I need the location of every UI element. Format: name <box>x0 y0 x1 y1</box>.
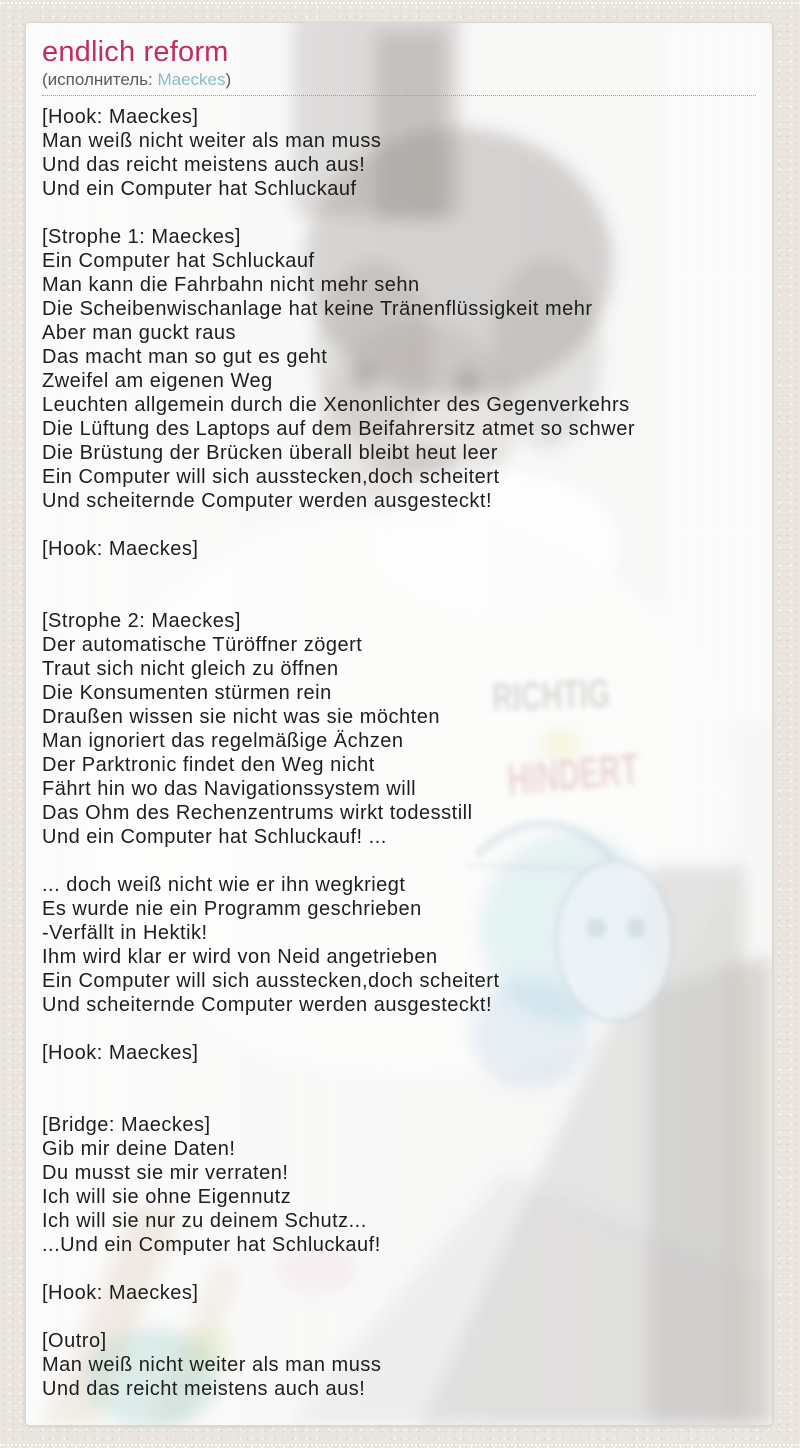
lyric-line: Die Brüstung der Brücken überall bleibt heut leer <box>42 442 498 464</box>
lyric-line: Man weiß nicht weiter als man muss <box>42 130 382 152</box>
lyric-line: Ich will sie ohne Eigennutz <box>42 1186 292 1208</box>
lyric-line: Und scheiternde Computer werden ausgesteckt! <box>42 994 493 1016</box>
lyric-line: Die Lüftung des Laptops auf dem Beifahrersitz atmet so schwer <box>42 418 636 440</box>
lyric-line: Und scheiternde Computer werden ausgesteckt! <box>42 490 493 512</box>
lyric-line: Und ein Computer hat Schluckauf <box>42 178 357 200</box>
lyric-line: Ein Computer hat Schluckauf <box>42 250 315 272</box>
lyric-line: [Outro] <box>42 1330 107 1352</box>
lyric-line <box>42 1257 756 1281</box>
top-dotted-border <box>0 2 800 4</box>
lyrics-card <box>25 22 773 1426</box>
lyric-line <box>42 201 756 225</box>
lyric-line: Die Konsumenten stürmen rein <box>42 682 332 704</box>
lyric-line: Gib mir deine Daten! <box>42 1138 236 1160</box>
lyric-line <box>42 561 756 585</box>
lyric-line: Man ignoriert das regelmäßige Ächzen <box>42 730 404 752</box>
artist-label-suffix: ) <box>225 70 232 89</box>
lyric-line: Die Scheibenwischanlage hat keine Tränenflüssigkeit mehr <box>42 298 593 320</box>
lyric-line: [Hook: Maeckes] <box>42 538 199 560</box>
lyric-line: Es wurde nie ein Programm geschrieben <box>42 898 422 920</box>
bottom-dotted-border <box>0 1444 800 1446</box>
lyric-line: Man weiß nicht weiter als man muss <box>42 1354 382 1376</box>
lyric-line: ... doch weiß nicht wie er ihn wegkriegt <box>42 874 406 896</box>
lyric-line: Und das reicht meistens auch aus! <box>42 154 366 176</box>
lyric-line <box>42 1065 756 1089</box>
lyric-line <box>42 1305 756 1329</box>
lyric-line: [Bridge: Maeckes] <box>42 1114 211 1136</box>
artist-label-prefix: (исполнитель: <box>42 70 158 89</box>
lyric-line: Aber man guckt raus <box>42 322 237 344</box>
artist-line <box>42 70 756 96</box>
lyric-line: Ich will sie nur zu deinem Schutz... <box>42 1210 367 1232</box>
artist-link[interactable]: Maeckes <box>157 70 226 89</box>
lyric-line: Du musst sie mir verraten! <box>42 1162 289 1184</box>
lyric-line: Und das reicht meistens auch aus! <box>42 1378 366 1400</box>
lyric-line: -Verfällt in Hektik! <box>42 922 208 944</box>
card-content <box>26 23 772 1401</box>
page-title: endlich reform <box>42 36 229 68</box>
lyric-line: Fährt hin wo das Navigationssystem will <box>42 778 417 800</box>
lyric-line: [Strophe 1: Maeckes] <box>42 226 241 248</box>
lyric-line: Das Ohm des Rechenzentrums wirkt todesstill <box>42 802 473 824</box>
lyrics-text <box>42 105 756 1401</box>
lyric-line <box>42 849 756 873</box>
lyric-line: Zweifel am eigenen Weg <box>42 370 273 392</box>
lyric-line: ...Und ein Computer hat Schluckauf! <box>42 1234 381 1256</box>
lyric-line <box>42 513 756 537</box>
lyric-line: Und ein Computer hat Schluckauf! ... <box>42 826 387 848</box>
lyric-line: [Hook: Maeckes] <box>42 106 199 128</box>
lyric-line: Ihm wird klar er wird von Neid angetrieben <box>42 946 438 968</box>
lyric-line: Der automatische Türöffner zögert <box>42 634 363 656</box>
lyric-line: [Hook: Maeckes] <box>42 1282 199 1304</box>
lyric-line: Draußen wissen sie nicht was sie möchten <box>42 706 440 728</box>
lyric-line: Traut sich nicht gleich zu öffnen <box>42 658 339 680</box>
lyric-line: Ein Computer will sich ausstecken,doch scheitert <box>42 970 500 992</box>
lyric-line: Leuchten allgemein durch die Xenonlichter des Gegenverkehrs <box>42 394 630 416</box>
lyric-line <box>42 1017 756 1041</box>
lyric-line: Ein Computer will sich ausstecken,doch scheitert <box>42 466 500 488</box>
lyric-line: [Strophe 2: Maeckes] <box>42 610 241 632</box>
lyric-line: [Hook: Maeckes] <box>42 1042 199 1064</box>
lyric-line: Der Parktronic findet den Weg nicht <box>42 754 375 776</box>
lyric-line: Das macht man so gut es geht <box>42 346 328 368</box>
lyric-line: Man kann die Fahrbahn nicht mehr sehn <box>42 274 420 296</box>
lyric-line <box>42 585 756 609</box>
lyric-line <box>42 1089 756 1113</box>
